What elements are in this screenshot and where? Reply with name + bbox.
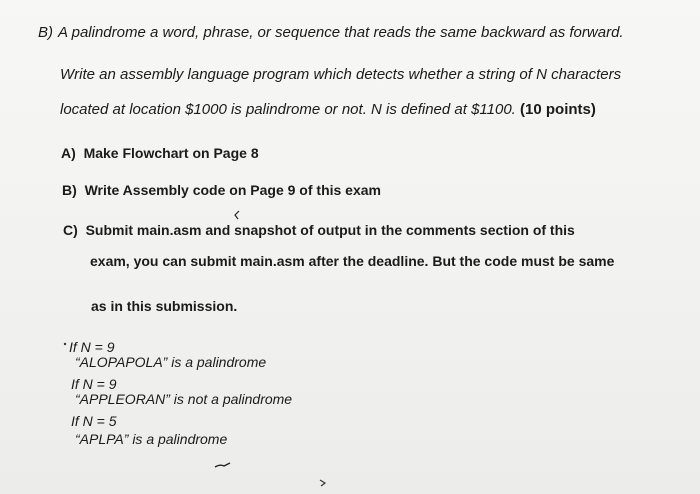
- task-c-text: Submit main.asm and snapshot of output in the comments section of this: [85, 222, 575, 238]
- example-1-result: “ALOPAPOLA” is a palindrome: [75, 354, 267, 370]
- example-3-result: “APLPA” is a palindrome: [75, 431, 228, 447]
- example-2-n: If N = 9: [71, 376, 117, 392]
- task-b: [62, 182, 381, 198]
- pen-mark-dot: [62, 341, 68, 347]
- task-a-label: A): [61, 145, 76, 161]
- task-c-continuation-1: exam, you can submit main.asm after the deadline. But the code must be same: [90, 253, 615, 269]
- question-line-1: A palindrome a word, phrase, or sequence that reads the same backward as forward.: [58, 24, 624, 41]
- example-2-result: “APPLEORAN” is not a palindrome: [75, 391, 293, 407]
- pen-mark-2: [214, 461, 232, 469]
- example-1-n: If N = 9: [69, 339, 115, 355]
- question-line-3-text: located at location $1000 is palindrome or not. N is defined at $1100.: [60, 101, 516, 118]
- points-badge: (10 points): [520, 101, 596, 118]
- example-3-n: If N = 5: [71, 413, 117, 429]
- task-c: [63, 222, 575, 238]
- pen-mark-3: [318, 478, 328, 488]
- pen-mark-1: [233, 210, 241, 220]
- task-b-label: B): [62, 182, 77, 198]
- task-b-text: Write Assembly code on Page 9 of this exam: [84, 182, 381, 198]
- question-line-3: [60, 101, 596, 118]
- question-line-2: Write an assembly language program which detects whether a string of N characters: [60, 66, 622, 83]
- task-c-label: C): [63, 222, 78, 238]
- task-a-text: Make Flowchart on Page 8: [83, 145, 259, 161]
- question-label: B): [38, 24, 53, 41]
- task-c-continuation-2: as in this submission.: [91, 298, 238, 314]
- task-a: [61, 145, 259, 161]
